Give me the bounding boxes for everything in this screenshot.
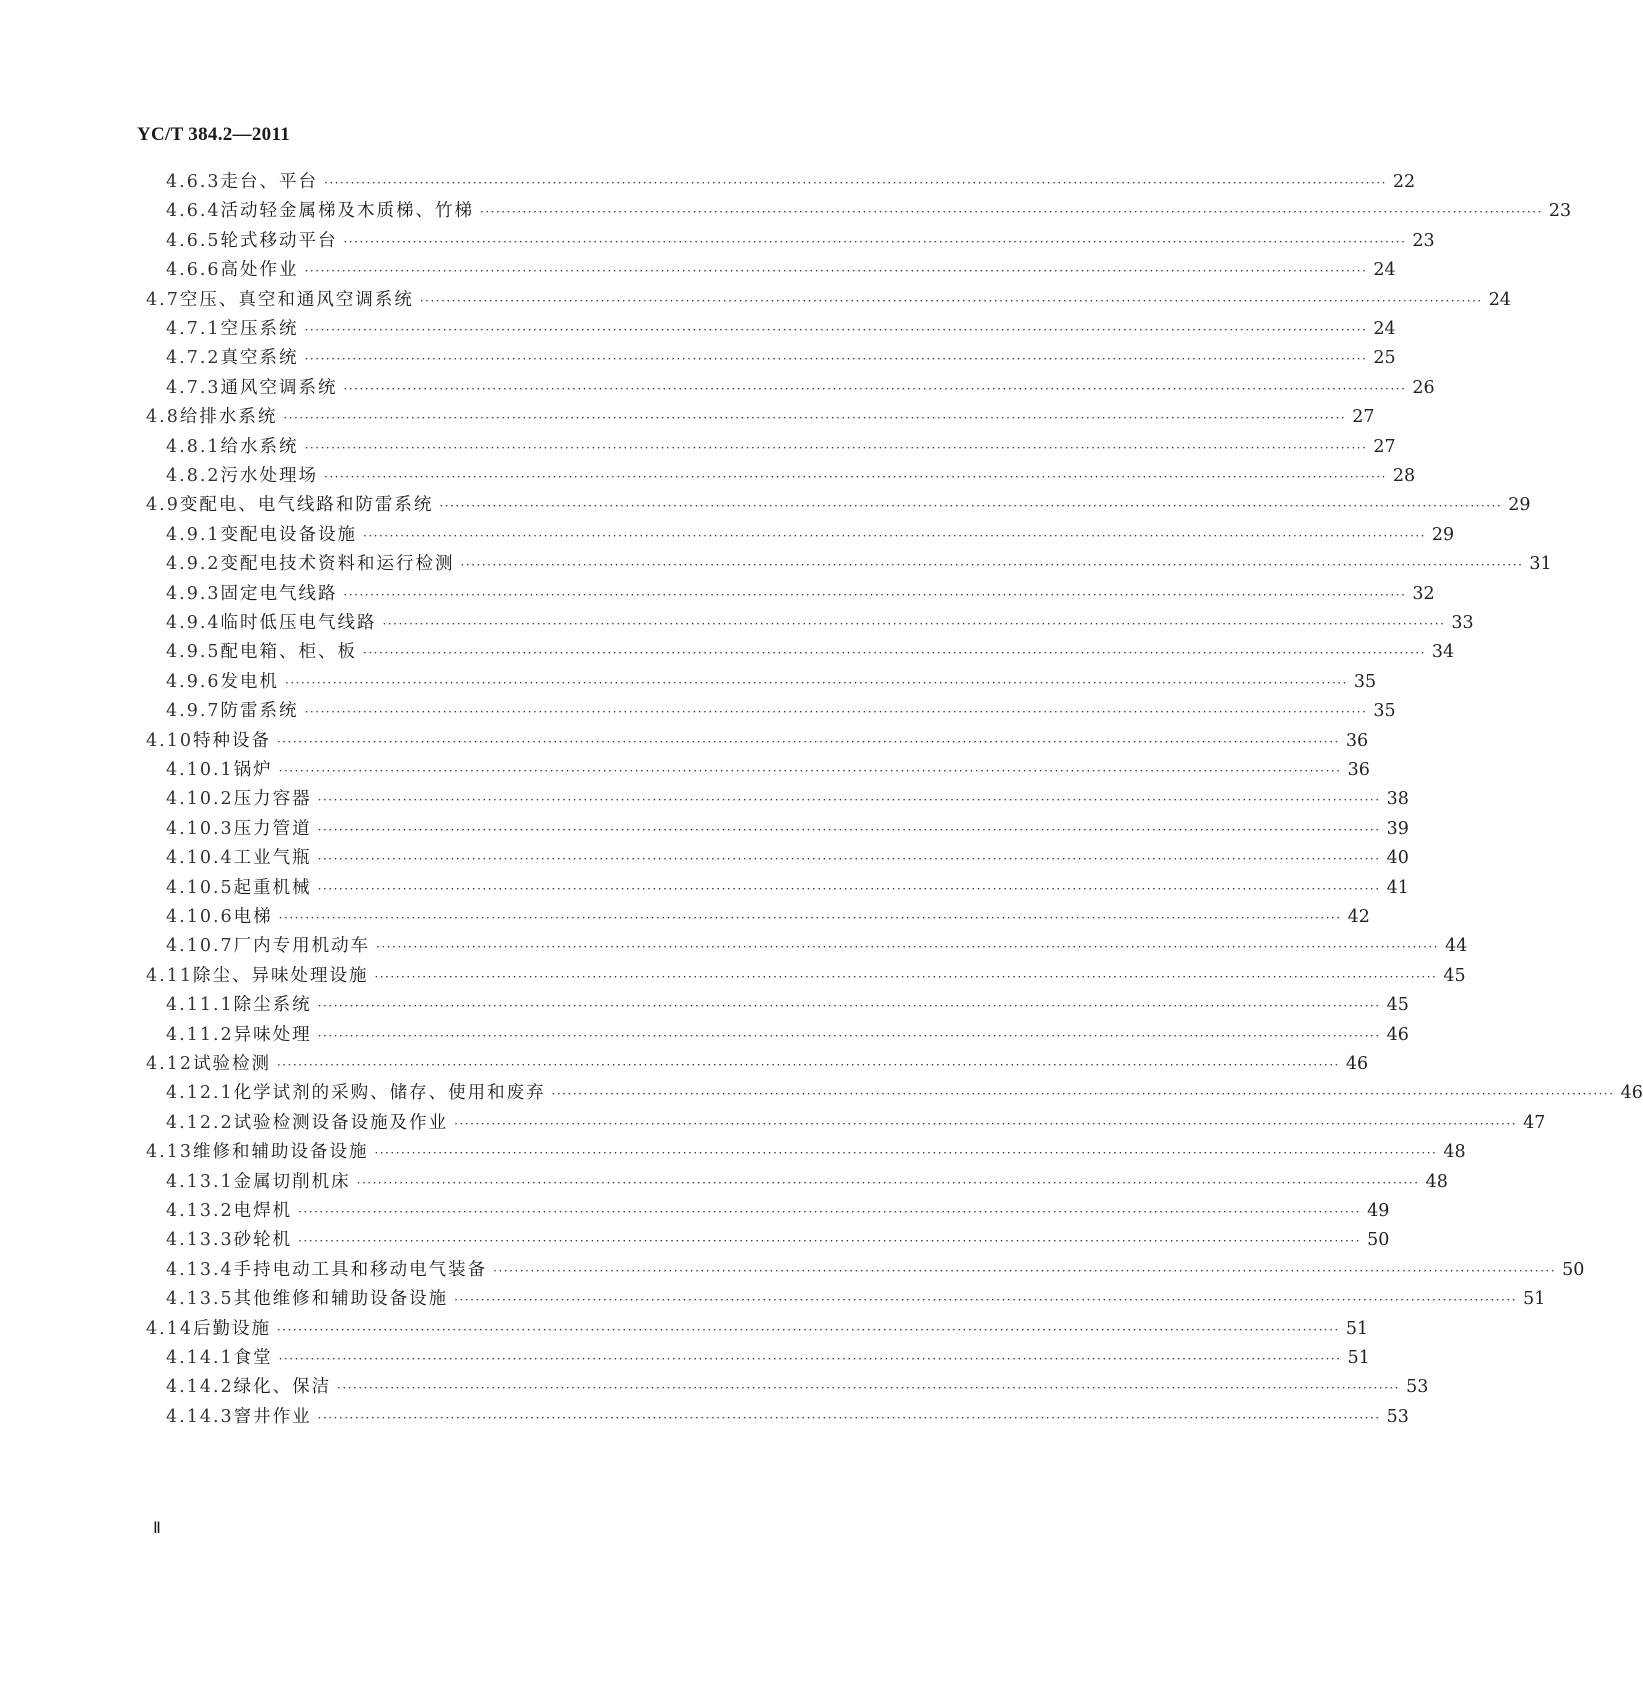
toc-entry-page: 26 bbox=[1412, 377, 1435, 398]
toc-entry bbox=[146, 286, 1512, 314]
toc-entry-page: 46 bbox=[1386, 1024, 1409, 1045]
toc-leader-dots: ········································································································································································································ bbox=[317, 999, 1381, 1014]
toc-entry-title: 污水处理场 bbox=[220, 466, 319, 486]
toc-entry-number: 4.14.1 bbox=[166, 1348, 234, 1368]
toc-entry bbox=[166, 1168, 1448, 1196]
toc-leader-dots: ········································································································································································································ bbox=[337, 1381, 1401, 1396]
toc-entry bbox=[166, 315, 1396, 343]
toc-entry bbox=[166, 668, 1377, 696]
toc-entry-page: 44 bbox=[1445, 936, 1468, 957]
toc-entry-number: 4.9.5 bbox=[166, 642, 221, 663]
toc-entry-page: 28 bbox=[1392, 466, 1416, 486]
page-number: Ⅱ bbox=[153, 1520, 161, 1537]
toc-entry-page: 50 bbox=[1562, 1259, 1585, 1280]
toc-entry-number: 4.8.2 bbox=[166, 466, 221, 486]
toc-leader-dots: ········································································································································································································ bbox=[276, 734, 1340, 749]
toc-entry-title: 变配电、电气线路和防雷系统 bbox=[179, 495, 434, 516]
toc-leader-dots: ········································································································································································································ bbox=[278, 764, 1342, 778]
toc-entry-page: 45 bbox=[1443, 965, 1466, 986]
toc-entry-number: 4.13.4 bbox=[166, 1259, 234, 1280]
toc-entry-number: 4.11.1 bbox=[166, 995, 234, 1016]
toc-entry-title: 手持电动工具和移动电气装备 bbox=[233, 1259, 488, 1280]
toc-entry bbox=[166, 785, 1409, 813]
toc-entry-number: 4.13.1 bbox=[166, 1171, 234, 1192]
toc-leader-dots: ········································································································································································································ bbox=[356, 1175, 1420, 1190]
toc-entry bbox=[166, 550, 1552, 578]
toc-entry bbox=[166, 227, 1435, 255]
toc-entry bbox=[166, 1109, 1546, 1137]
toc-leader-dots: ········································································································································································································ bbox=[317, 881, 1381, 896]
toc-leader-dots: ········································································································································································································ bbox=[374, 1146, 1438, 1161]
toc-entry bbox=[166, 1197, 1390, 1225]
toc-entry-number: 4.7.1 bbox=[166, 319, 221, 339]
toc-entry-number: 4.12.1 bbox=[166, 1083, 234, 1104]
toc-entry bbox=[146, 1050, 1369, 1078]
toc-entry-page: 42 bbox=[1347, 907, 1370, 927]
toc-entry-number: 4.6.6 bbox=[166, 260, 221, 281]
toc-entry-number: 4.7.2 bbox=[166, 348, 221, 369]
toc-leader-dots: ········································································································································································································ bbox=[493, 1263, 1557, 1278]
toc-entry bbox=[166, 344, 1396, 372]
toc-entry bbox=[166, 1403, 1409, 1431]
toc-entry-page: 51 bbox=[1347, 1348, 1370, 1368]
toc-entry-title: 活动轻金属梯及木质梯、竹梯 bbox=[220, 201, 475, 222]
toc-entry-title: 维修和辅助设备设施 bbox=[192, 1142, 369, 1163]
toc-entry-title: 工业气瓶 bbox=[233, 848, 312, 869]
toc-leader-dots: ········································································································································································································ bbox=[285, 675, 1348, 690]
toc-leader-dots: ········································································································································································································ bbox=[454, 1293, 1518, 1308]
toc-entry-number: 4.10.3 bbox=[166, 818, 234, 839]
toc-leader-dots: ········································································································································································································ bbox=[304, 264, 1368, 279]
toc-entry-title: 走台、平台 bbox=[220, 172, 319, 192]
toc-entry-number: 4.7 bbox=[146, 289, 180, 310]
toc-leader-dots: ········································································································································································································ bbox=[363, 528, 1426, 543]
toc-entry-page: 35 bbox=[1353, 671, 1377, 692]
toc-entry bbox=[166, 1344, 1370, 1372]
toc-leader-dots: ········································································································································································································ bbox=[304, 440, 1368, 455]
toc-entry-number: 4.13.5 bbox=[166, 1289, 234, 1310]
toc-entry-page: 35 bbox=[1373, 701, 1396, 722]
toc-entry-title: 压力容器 bbox=[233, 789, 312, 810]
toc-entry bbox=[146, 962, 1466, 990]
toc-entry-title: 电梯 bbox=[233, 907, 273, 927]
toc-entry-number: 4.11.2 bbox=[166, 1024, 234, 1045]
toc-entry-page: 27 bbox=[1373, 436, 1396, 457]
toc-entry bbox=[166, 874, 1409, 902]
toc-entry bbox=[146, 403, 1375, 431]
toc-entry bbox=[166, 1285, 1546, 1313]
toc-entry-title: 空压、真空和通风空调系统 bbox=[179, 289, 414, 310]
toc-entry-number: 4.14.3 bbox=[166, 1406, 234, 1427]
toc-entry-title: 真空系统 bbox=[220, 348, 299, 369]
toc-entry-number: 4.13 bbox=[146, 1142, 193, 1163]
toc-entry-title: 除尘、异味处理设施 bbox=[192, 965, 369, 986]
toc-leader-dots: ········································································································································································································ bbox=[278, 1352, 1342, 1366]
toc-entry bbox=[166, 433, 1396, 461]
toc-entry bbox=[166, 462, 1416, 490]
toc-entry-title: 给水系统 bbox=[220, 436, 299, 457]
toc-leader-dots: ········································································································································································································ bbox=[317, 852, 1381, 867]
toc-leader-dots: ········································································································································································································ bbox=[283, 411, 1347, 426]
toc-entry-title: 通风空调系统 bbox=[220, 377, 338, 398]
toc-entry bbox=[166, 991, 1409, 1019]
toc-entry-page: 46 bbox=[1345, 1054, 1369, 1074]
toc-entry-title: 压力管道 bbox=[233, 818, 312, 839]
toc-leader-dots: ········································································································································································································ bbox=[460, 558, 1524, 573]
toc-entry-title: 固定电气线路 bbox=[220, 583, 338, 604]
toc-leader-dots: ········································································································································································································ bbox=[304, 352, 1368, 367]
toc-entry-title: 化学试剂的采购、储存、使用和废弃 bbox=[233, 1083, 546, 1104]
toc-entry-title: 试验检测设备设施及作业 bbox=[233, 1112, 449, 1133]
toc-entry bbox=[166, 609, 1474, 637]
toc-entry-number: 4.9.6 bbox=[166, 671, 221, 692]
toc-entry-page: 24 bbox=[1373, 319, 1396, 339]
toc-entry-title: 轮式移动平台 bbox=[220, 230, 338, 251]
toc-entry bbox=[166, 932, 1468, 960]
toc-leader-dots: ········································································································································································································ bbox=[374, 969, 1438, 984]
toc-entry-title: 防雷系统 bbox=[220, 701, 299, 722]
toc-entry-title: 其他维修和辅助设备设施 bbox=[233, 1289, 449, 1310]
toc-entry bbox=[166, 903, 1370, 931]
toc-entry bbox=[166, 756, 1370, 784]
toc-entry-number: 4.6.4 bbox=[166, 201, 221, 222]
toc-leader-dots: ········································································································································································································ bbox=[304, 705, 1368, 720]
toc-entry-title: 异味处理 bbox=[233, 1024, 312, 1045]
toc-entry-page: 32 bbox=[1412, 583, 1435, 604]
toc-entry bbox=[166, 197, 1572, 225]
toc-entry bbox=[166, 374, 1435, 402]
toc-entry-page: 48 bbox=[1443, 1142, 1466, 1163]
toc-entry-number: 4.8 bbox=[146, 407, 180, 428]
toc-entry bbox=[166, 1079, 1643, 1107]
toc-entry bbox=[166, 168, 1416, 196]
toc-entry-number: 4.9.1 bbox=[166, 524, 221, 545]
toc-entry bbox=[166, 1226, 1390, 1254]
toc-entry-number: 4.13.3 bbox=[166, 1230, 234, 1251]
toc-entry bbox=[166, 697, 1396, 725]
toc-entry-page: 36 bbox=[1345, 730, 1369, 751]
toc-entry-number: 4.10.1 bbox=[166, 760, 234, 780]
toc-leader-dots: ········································································································································································································ bbox=[276, 1058, 1340, 1072]
toc-entry-title: 发电机 bbox=[220, 671, 280, 692]
toc-entry-number: 4.10.4 bbox=[166, 848, 234, 869]
toc-entry bbox=[166, 521, 1455, 549]
toc-leader-dots: ········································································································································································································ bbox=[454, 1116, 1518, 1131]
toc-entry-title: 除尘系统 bbox=[233, 995, 312, 1016]
toc-entry-number: 4.6.3 bbox=[166, 172, 221, 192]
toc-entry-page: 39 bbox=[1386, 818, 1409, 839]
toc-entry bbox=[166, 1373, 1429, 1401]
toc-entry-number: 4.11 bbox=[146, 965, 193, 986]
toc-entry-title: 厂内专用机动车 bbox=[233, 936, 371, 957]
toc-entry-title: 特种设备 bbox=[192, 730, 271, 751]
toc-entry-page: 22 bbox=[1392, 172, 1416, 192]
toc-entry-number: 4.9.2 bbox=[166, 554, 221, 575]
toc-entry-page: 48 bbox=[1425, 1171, 1448, 1192]
toc-entry-number: 4.10 bbox=[146, 730, 193, 751]
toc-leader-dots: ········································································································································································································ bbox=[317, 822, 1381, 837]
toc-entry bbox=[166, 815, 1409, 843]
toc-entry-page: 53 bbox=[1386, 1406, 1409, 1427]
toc-entry-page: 24 bbox=[1488, 289, 1512, 310]
toc-entry bbox=[166, 1256, 1585, 1284]
toc-entry-number: 4.12.2 bbox=[166, 1112, 234, 1133]
toc-entry-title: 空压系统 bbox=[220, 319, 299, 339]
toc-leader-dots: ········································································································································································································ bbox=[278, 911, 1342, 925]
toc-entry-number: 4.9.3 bbox=[166, 583, 221, 604]
toc-entry-number: 4.13.2 bbox=[166, 1201, 234, 1221]
toc-entry-number: 4.8.1 bbox=[166, 436, 221, 457]
toc-entry-title: 后勤设施 bbox=[192, 1318, 271, 1339]
toc-entry bbox=[146, 1315, 1369, 1343]
toc-entry-page: 40 bbox=[1386, 848, 1409, 869]
toc-entry-title: 配电箱、柜、板 bbox=[220, 642, 358, 663]
toc-entry-number: 4.10.2 bbox=[166, 789, 234, 810]
toc-leader-dots: ········································································································································································································ bbox=[304, 323, 1368, 337]
toc-leader-dots: ········································································································································································································ bbox=[324, 470, 1387, 484]
toc-entry-page: 23 bbox=[1412, 230, 1435, 251]
toc-entry-title: 试验检测 bbox=[192, 1054, 271, 1074]
toc-leader-dots: ········································································································································································································ bbox=[343, 587, 1407, 602]
toc-entry bbox=[166, 638, 1455, 666]
toc-entry-title: 锅炉 bbox=[233, 760, 273, 780]
toc-entry bbox=[166, 1021, 1409, 1049]
toc-entry bbox=[146, 727, 1369, 755]
toc-entry-page: 36 bbox=[1347, 760, 1370, 780]
toc-entry-page: 47 bbox=[1523, 1112, 1546, 1133]
toc-leader-dots: ········································································································································································································ bbox=[298, 1205, 1362, 1219]
toc-entry-title: 高处作业 bbox=[220, 260, 299, 281]
toc-leader-dots: ········································································································································································································ bbox=[382, 617, 1446, 631]
toc-leader-dots: ········································································································································································································ bbox=[298, 1234, 1362, 1249]
toc-entry-page: 23 bbox=[1548, 201, 1572, 222]
toc-entry-page: 34 bbox=[1431, 642, 1455, 663]
toc-entry-page: 33 bbox=[1451, 613, 1474, 633]
toc-leader-dots: ········································································································································································································ bbox=[317, 793, 1381, 808]
toc-entry-title: 金属切削机床 bbox=[233, 1171, 351, 1192]
toc-entry-title: 给排水系统 bbox=[179, 407, 278, 428]
toc-leader-dots: ········································································································································································································ bbox=[317, 1410, 1381, 1425]
toc-entry-number: 4.10.7 bbox=[166, 936, 234, 957]
toc-entry-number: 4.7.3 bbox=[166, 377, 221, 398]
toc-entry-number: 4.9.7 bbox=[166, 701, 221, 722]
toc-entry bbox=[166, 580, 1435, 608]
toc-entry-page: 38 bbox=[1386, 789, 1409, 810]
toc-entry-title: 变配电技术资料和运行检测 bbox=[220, 554, 455, 575]
toc-leader-dots: ········································································································································································································ bbox=[317, 1028, 1381, 1043]
toc-entry-page: 51 bbox=[1345, 1318, 1369, 1339]
toc-leader-dots: ········································································································································································································ bbox=[343, 381, 1407, 396]
toc-entry-number: 4.14 bbox=[146, 1318, 193, 1339]
toc-entry-page: 31 bbox=[1529, 554, 1552, 575]
toc-entry-number: 4.14.2 bbox=[166, 1377, 234, 1398]
toc-entry-number: 4.9.4 bbox=[166, 613, 221, 633]
toc-entry-number: 4.9 bbox=[146, 495, 180, 516]
toc-entry bbox=[146, 1138, 1466, 1166]
toc-entry-page: 46 bbox=[1620, 1083, 1643, 1104]
toc-entry bbox=[146, 491, 1531, 519]
toc-leader-dots: ········································································································································································································ bbox=[276, 1322, 1340, 1337]
toc-leader-dots: ········································································································································································································ bbox=[480, 205, 1543, 220]
toc-entry-title: 起重机械 bbox=[233, 877, 312, 898]
toc-entry-title: 变配电设备设施 bbox=[220, 524, 358, 545]
toc-leader-dots: ········································································································································································································ bbox=[376, 940, 1440, 955]
toc-leader-dots: ········································································································································································································ bbox=[343, 234, 1407, 249]
toc-entry-page: 27 bbox=[1352, 407, 1375, 428]
toc-entry-title: 砂轮机 bbox=[233, 1230, 293, 1251]
toc-leader-dots: ········································································································································································································ bbox=[324, 176, 1387, 190]
toc-leader-dots: ········································································································································································································ bbox=[363, 646, 1426, 661]
toc-entry-title: 食堂 bbox=[233, 1348, 273, 1368]
toc-entry-title: 电焊机 bbox=[233, 1201, 293, 1221]
toc-entry-page: 50 bbox=[1367, 1230, 1390, 1251]
toc-entry-title: 绿化、保洁 bbox=[233, 1377, 332, 1398]
toc-entry-page: 25 bbox=[1373, 348, 1396, 369]
toc-entry-page: 53 bbox=[1406, 1377, 1429, 1398]
toc-entry-number: 4.6.5 bbox=[166, 230, 221, 251]
toc-leader-dots: ········································································································································································································ bbox=[551, 1087, 1615, 1102]
toc-entry-title: 临时低压电气线路 bbox=[220, 613, 377, 633]
toc-entry-page: 41 bbox=[1386, 877, 1409, 898]
toc-entry-page: 29 bbox=[1431, 524, 1455, 545]
toc-entry-page: 24 bbox=[1373, 260, 1396, 281]
toc-entry bbox=[166, 256, 1396, 284]
toc-entry-page: 29 bbox=[1508, 495, 1531, 516]
toc-entry-page: 45 bbox=[1386, 995, 1409, 1016]
toc-entry-page: 51 bbox=[1523, 1289, 1546, 1310]
toc-entry-title: 窨井作业 bbox=[233, 1406, 312, 1427]
toc-entry-number: 4.10.6 bbox=[166, 907, 234, 927]
toc-leader-dots: ········································································································································································································ bbox=[419, 293, 1483, 308]
toc-entry-number: 4.10.5 bbox=[166, 877, 234, 898]
toc-leader-dots: ········································································································································································································ bbox=[439, 499, 1503, 514]
toc-entry bbox=[166, 844, 1409, 872]
toc-entry-number: 4.12 bbox=[146, 1054, 193, 1074]
toc-entry-page: 49 bbox=[1367, 1201, 1390, 1221]
standard-code-header: YC/T 384.2—2011 bbox=[137, 124, 291, 145]
